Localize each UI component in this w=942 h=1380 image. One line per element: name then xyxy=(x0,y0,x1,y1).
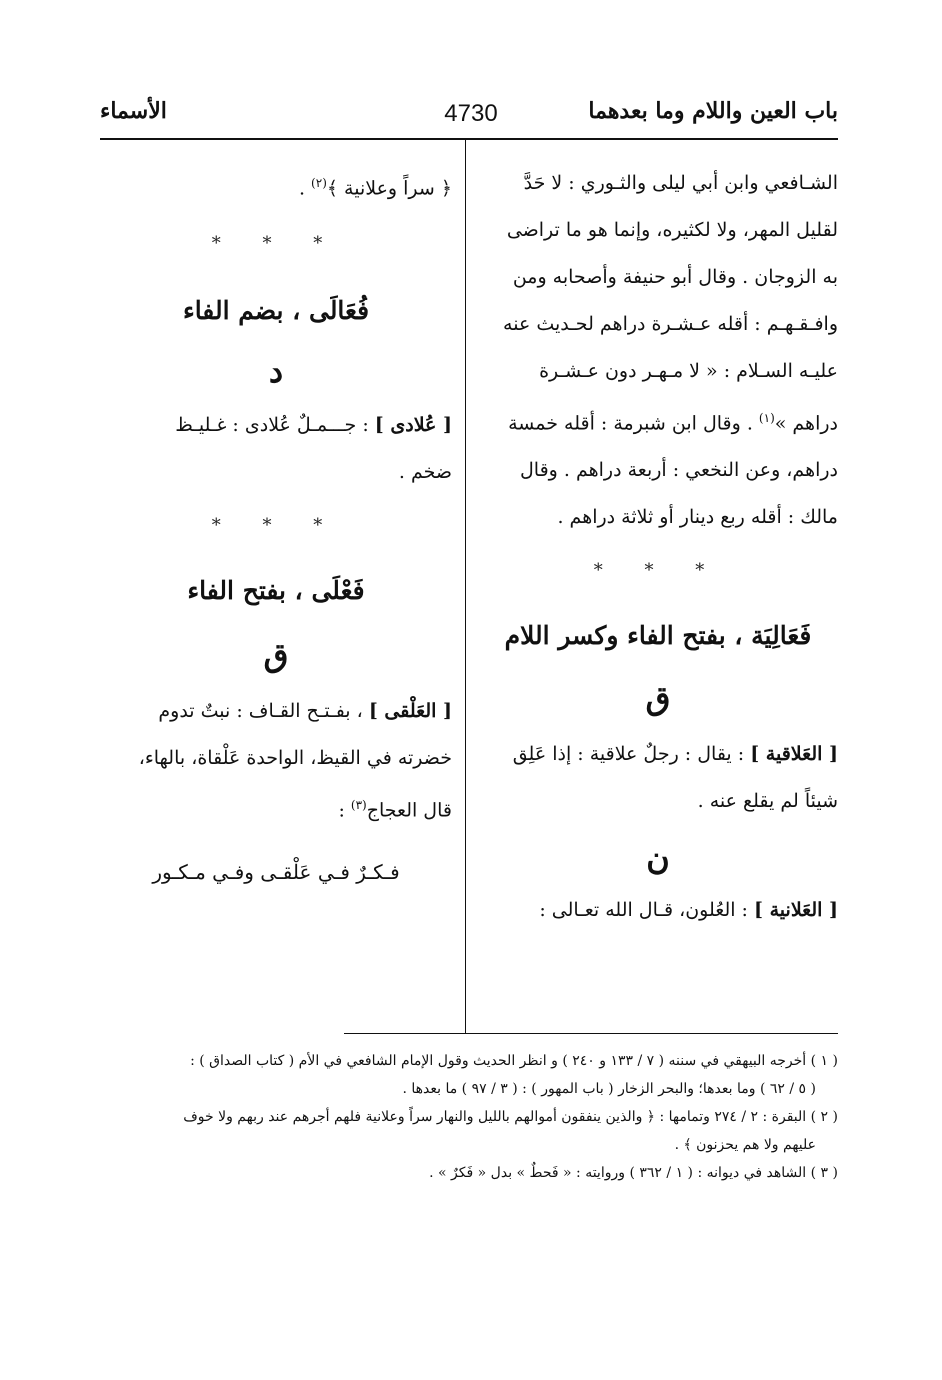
letter-heading: ن xyxy=(646,839,670,878)
entry-term: [ عُلادى ] xyxy=(374,414,452,437)
left-column xyxy=(100,160,452,896)
footnotes xyxy=(100,1047,838,1187)
entry-line xyxy=(478,731,838,778)
entry-text: : جـــمـلٌ عُلادى : غـليـظ xyxy=(175,414,375,437)
section-heading: فَعْلَى ، بفتح الفاء xyxy=(187,576,365,606)
entry-line xyxy=(100,688,452,735)
body-text: دراهم » xyxy=(774,412,838,435)
header-rule xyxy=(100,138,838,140)
footnote-ref[interactable]: (١) xyxy=(758,411,775,425)
body-line xyxy=(478,395,838,447)
section-separator: * * * xyxy=(211,515,341,537)
page-number: 4730 xyxy=(444,100,498,127)
footnote-1: ( ١ ) أخرجه البيهقي في سننه ( ٧ / ١٣٣ و ٢٤٠ ) و انظر الحديث وقول الإمام الشافعي في الأم ( كتاب الصداق ) : xyxy=(190,1053,838,1069)
footnote-ref[interactable]: (٢) xyxy=(311,176,327,190)
verse-line xyxy=(100,160,452,212)
section-heading: فَعَالِيَة ، بفتح الفاء وكسر اللام xyxy=(504,621,812,651)
entry-text: : العُلون، قـال الله تعـالى : xyxy=(539,899,754,922)
footnote-rule xyxy=(344,1033,838,1034)
entry-line: شيئاً لم يقلع عنه . xyxy=(697,790,838,813)
footnote-2-cont: عليهم ولا هم يحزنون ﴾ . xyxy=(674,1137,816,1153)
letter-heading: ق xyxy=(263,636,289,675)
section-separator: * * * xyxy=(593,560,723,582)
body-line: وافـقـهـم : أقله عـشـرة دراهم لحـديث عنه xyxy=(503,313,838,335)
body-line: مالك : أقله ربع دينار أو ثلاثة دراهم . xyxy=(557,506,838,529)
footnote-2: ( ٢ ) البقرة : ٢ / ٢٧٤ وتمامها : ﴿ والذين ينفقون أموالهم بالليل والنهار سراً وعلانية فلهم أجرهم عند ربهم ولا خوف xyxy=(183,1109,838,1125)
entry-text: ، بفـتـح القـاف : نبتٌ تدوم xyxy=(158,700,369,723)
footnote-3: ( ٣ ) الشاهد في ديوانه : ( ١ / ٣٦٢ ) وروايته : « فَحطٌ » بدل « فَكرٌ » . xyxy=(429,1165,838,1181)
footnote-ref[interactable]: (٣) xyxy=(350,798,367,813)
entry-line: خضرته في القيظ، الواحدة عَلْقاة، بالهاء، xyxy=(138,747,452,770)
entry-text: قال العجاج xyxy=(366,799,452,822)
poem-line: فـكـرٌ فـي عَلْقـى وفـي مـكـور xyxy=(152,859,400,884)
running-header-chapter: باب العين واللام وما بعدهما xyxy=(588,98,838,124)
body-text: . وقال ابن شبرمة : أقله خمسة xyxy=(508,412,759,435)
body-line: دراهم، وعن النخعي : أربعة دراهم . وقال xyxy=(520,459,838,482)
entry-term: [ العَلاقية ] xyxy=(750,743,838,766)
entry-line xyxy=(100,782,452,834)
entry-line xyxy=(478,887,838,934)
body-line: به الزوجان . وقال أبو حنيفة وأصحابه ومن xyxy=(512,266,838,288)
entry-line xyxy=(100,402,452,449)
section-separator: * * * xyxy=(211,233,341,255)
column-divider xyxy=(465,140,466,1033)
right-column xyxy=(478,160,838,934)
entry-term: [ العَلْقى ] xyxy=(368,700,452,723)
entry-line: ضخم . xyxy=(398,461,452,484)
footnote-1-cont: ( ٥ / ٦٢ ) وما بعدها؛ والبحر الزخار ( باب المهور ) : ( ٣ / ٩٧ ) ما بعدها . xyxy=(402,1081,816,1097)
running-header-section: الأسماء xyxy=(100,98,167,124)
entry-text: : يقال : رجلٌ علاقية : إذا عَلِق xyxy=(512,743,751,766)
punctuation: : xyxy=(338,799,351,822)
punctuation: . xyxy=(298,177,312,200)
body-line: لقليل المهر، ولا لكثيره، وإنما هو ما تراضى xyxy=(506,219,838,241)
body-line: الشـافعي وابن أبي ليلى والثـوري : لا حَدَّ xyxy=(523,172,838,194)
entry-term: [ العَلانية ] xyxy=(754,899,838,922)
section-heading: فُعَالَى ، بضم الفاء xyxy=(182,296,370,326)
letter-heading: ق xyxy=(645,679,671,718)
body-line: عليـه السـلام : « لا مـهـر دون عـشـرة xyxy=(539,360,838,382)
letter-heading: د xyxy=(268,352,284,391)
quran-quote: ﴿ سراً وعلانية ﴾ xyxy=(326,177,452,200)
